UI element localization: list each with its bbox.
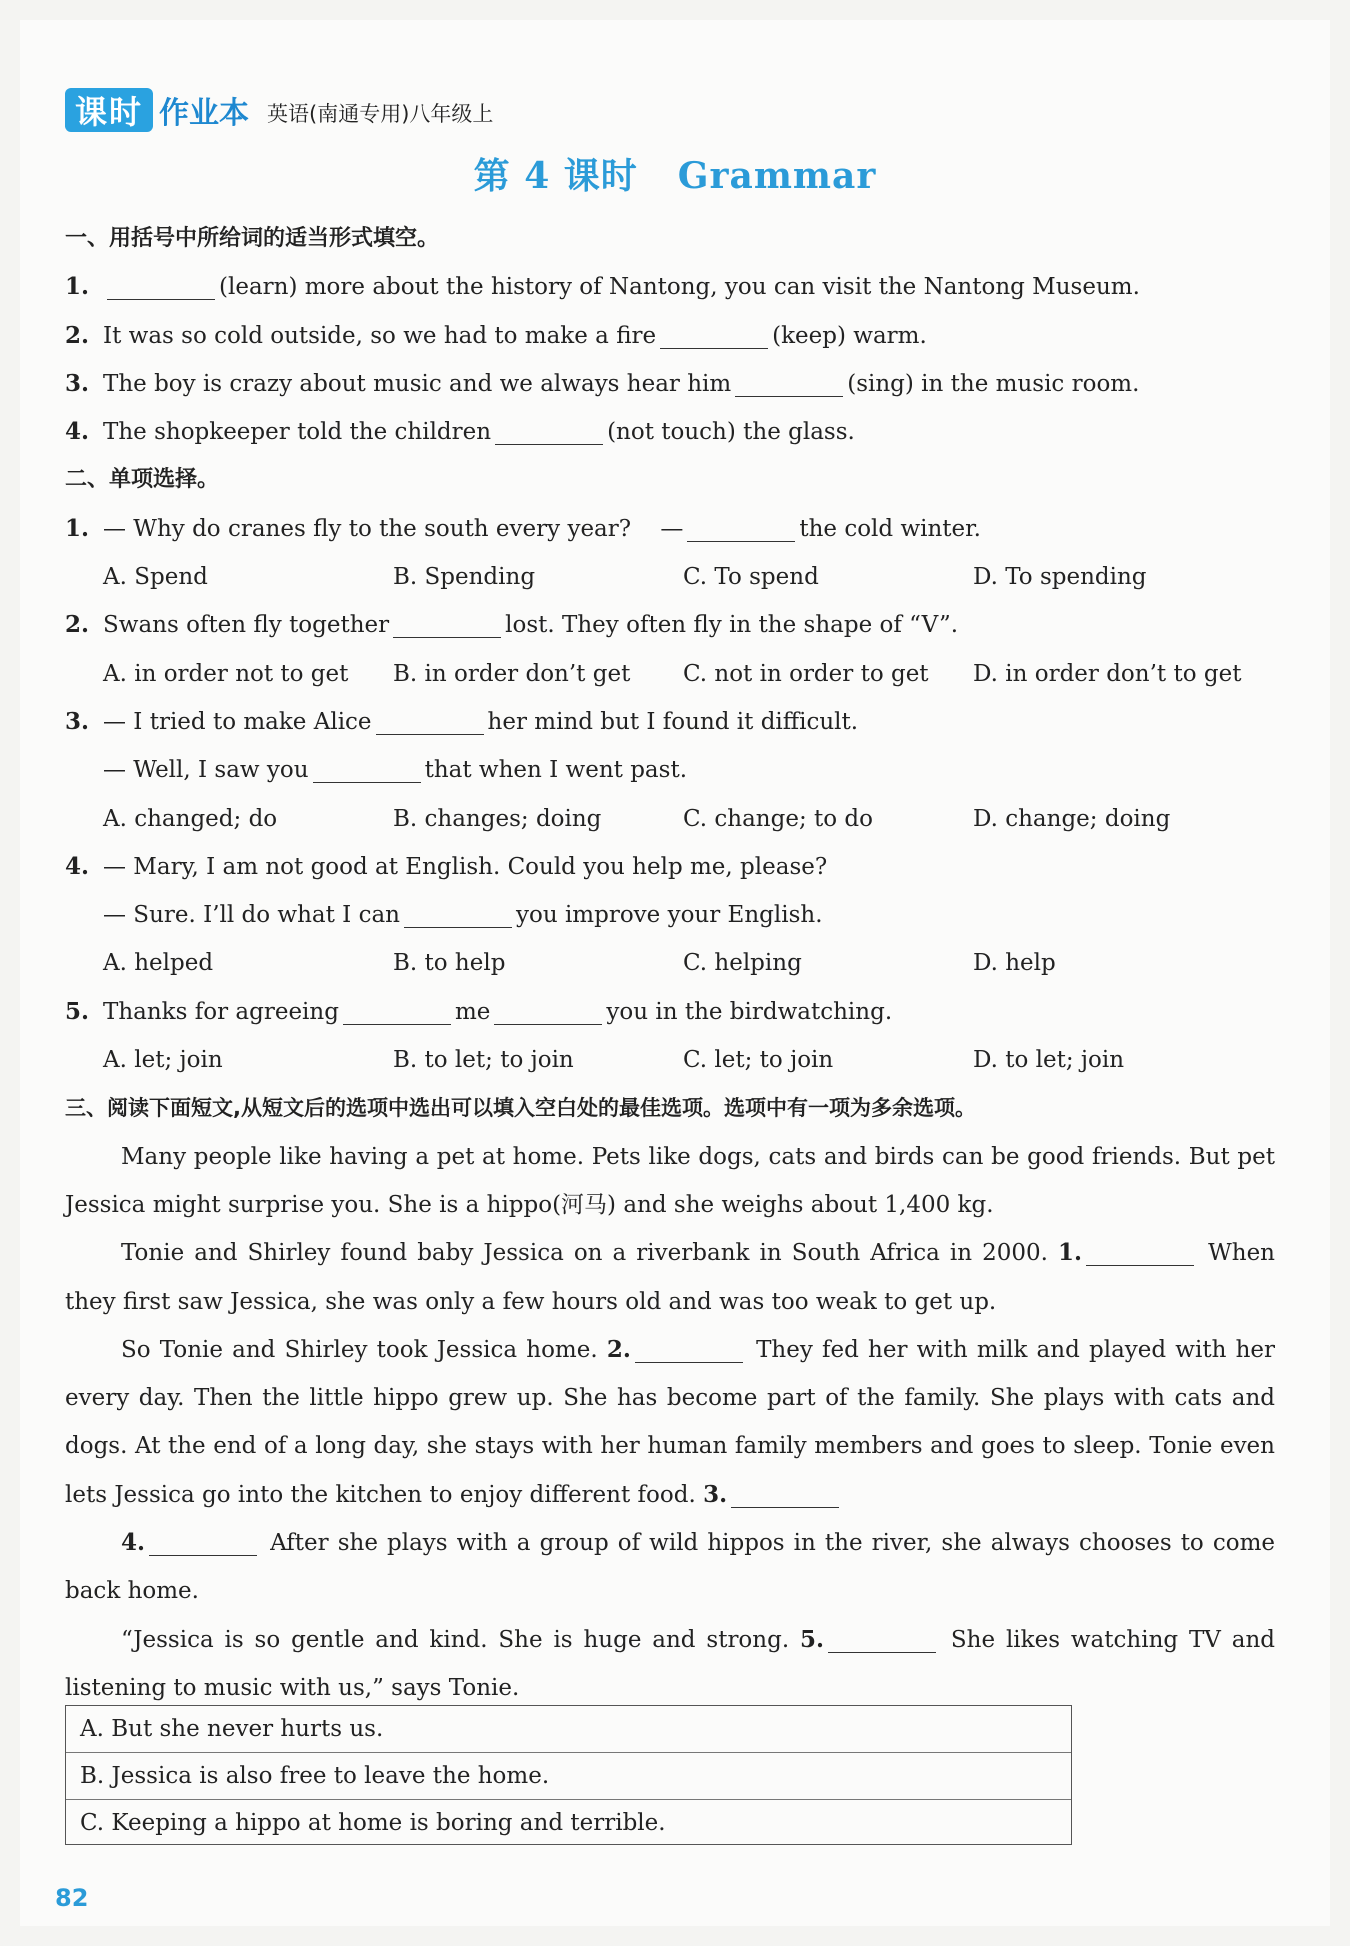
option[interactable]: B. Spending: [393, 564, 536, 591]
section-3-heading: 三、阅读下面短文,从短文后的选项中选出可以填入空白处的最佳选项。选项中有一项为多余选项。: [65, 1096, 976, 1121]
option[interactable]: D. help: [973, 950, 1056, 977]
passage-paragraph-4: 4. After she plays with a group of wild hippos in the river, she always chooses to come back home.: [65, 1529, 1275, 1605]
answer-blank[interactable]: [404, 901, 512, 928]
answer-blank[interactable]: [828, 1626, 936, 1653]
option[interactable]: A. in order not to get: [103, 660, 349, 687]
option[interactable]: A. let; join: [103, 1047, 223, 1074]
option[interactable]: C. helping: [683, 950, 802, 977]
answer-blank[interactable]: [494, 998, 602, 1025]
mc-options-5: [65, 1036, 1275, 1084]
mc-question-4-reply: — Sure. I’ll do what I can you improve your English.: [103, 902, 823, 929]
option[interactable]: B. in order don’t get: [393, 660, 631, 687]
lesson-number: 第 4 课时: [473, 155, 638, 197]
answer-blank[interactable]: [149, 1529, 257, 1556]
section-1-heading: 一、用括号中所给词的适当形式填空。: [65, 226, 440, 251]
fill-item-2: 2. It was so cold outside, so we had to make a fire (keep) warm.: [65, 321, 927, 349]
subject-label: 英语(南通专用)八年级上: [267, 102, 494, 126]
page-title: [20, 148, 1330, 199]
workbook-page: [20, 20, 1330, 1926]
answer-blank[interactable]: [495, 418, 603, 445]
mc-question-4: 4. — Mary, I am not good at English. Could you help me, please?: [65, 852, 828, 880]
answer-blank[interactable]: [313, 756, 421, 783]
lesson-topic: Grammar: [677, 155, 877, 197]
option[interactable]: B. to help: [393, 950, 506, 977]
option[interactable]: A. Spend: [103, 564, 208, 591]
answer-blank[interactable]: [1086, 1239, 1194, 1266]
option[interactable]: D. change; doing: [973, 805, 1171, 832]
answer-blank[interactable]: [731, 1481, 839, 1508]
option[interactable]: D. To spending: [973, 564, 1147, 591]
fill-item-4: 4. The shopkeeper told the children (not touch) the glass.: [65, 418, 855, 446]
option[interactable]: C. To spend: [683, 564, 819, 591]
option[interactable]: D. in order don’t to get: [973, 660, 1242, 687]
mc-options-4: [65, 939, 1275, 987]
passage-paragraph-1: Many people like having a pet at home. Pets like dogs, cats and birds can be good friends. But pet Jessica might surprise you. She is a hippo(河马) and she weighs about 1,400 kg.: [65, 1143, 1275, 1218]
answer-blank[interactable]: [393, 611, 501, 638]
mc-options-2: [65, 650, 1275, 698]
option[interactable]: B. to let; to join: [393, 1047, 574, 1074]
answer-blank[interactable]: [107, 273, 215, 300]
answer-blank[interactable]: [376, 708, 484, 735]
option[interactable]: C. not in order to get: [683, 660, 929, 687]
answer-blank[interactable]: [660, 322, 768, 349]
choice-b[interactable]: B. Jessica is also free to leave the home.: [66, 1752, 1071, 1799]
exercise-content: [65, 215, 1275, 1712]
section-2-heading: 二、单项选择。: [65, 467, 220, 493]
option[interactable]: C. let; to join: [683, 1047, 834, 1074]
choice-a[interactable]: A. But she never hurts us.: [80, 1716, 384, 1742]
option[interactable]: A. helped: [103, 950, 214, 977]
answer-blank[interactable]: [635, 1336, 743, 1363]
mc-question-3: 3. — I tried to make Alice her mind but I found it difficult.: [65, 707, 859, 735]
brand-logo: 课时: [65, 88, 153, 132]
page-number: 82: [55, 1884, 89, 1912]
option[interactable]: A. changed; do: [103, 805, 278, 832]
answer-blank[interactable]: [687, 515, 795, 542]
choice-box: [65, 1705, 1072, 1845]
mc-question-5: 5. Thanks for agreeing me you in the birdwatching.: [65, 997, 893, 1025]
brand-name: 作业本: [159, 96, 250, 131]
option[interactable]: C. change; to do: [683, 805, 873, 832]
mc-options-3: [65, 795, 1275, 843]
option[interactable]: D. to let; join: [973, 1047, 1125, 1074]
option[interactable]: B. changes; doing: [393, 805, 602, 832]
answer-blank[interactable]: [735, 370, 843, 397]
fill-item-3: 3. The boy is crazy about music and we always hear him (sing) in the music room.: [65, 369, 1140, 397]
answer-blank[interactable]: [343, 998, 451, 1025]
passage-paragraph-3: So Tonie and Shirley took Jessica home. 2. They fed her with milk and played with her every day. Then the little hippo grew up. She has become part of the family. She plays with cats and dogs. At the end of a long day, she stays with her human family members and goes to sleep. Tonie even lets Jessica go into the kitchen to enjoy different food. 3.: [65, 1335, 1275, 1508]
mc-question-1: 1. — Why do cranes fly to the south every year? — the cold winter.: [65, 514, 981, 542]
mc-question-2: 2. Swans often fly together lost. They often fly in the shape of “V”.: [65, 611, 959, 639]
passage-paragraph-5: “Jessica is so gentle and kind. She is huge and strong. 5. She likes watching TV and listening to music with us,” says Tonie.: [65, 1625, 1276, 1701]
fill-item-1: 1. (learn) more about the history of Nantong, you can visit the Nantong Museum.: [65, 273, 1140, 301]
page-header: [65, 72, 493, 132]
mc-options-1: [65, 553, 1275, 601]
passage-paragraph-2: Tonie and Shirley found baby Jessica on a riverbank in South Africa in 2000. 1. When they first saw Jessica, she was only a few hours old and was too weak to get up.: [65, 1239, 1275, 1315]
choice-c[interactable]: C. Keeping a hippo at home is boring and terrible.: [66, 1799, 1071, 1846]
mc-question-3-reply: — Well, I saw you that when I went past.: [103, 757, 688, 784]
